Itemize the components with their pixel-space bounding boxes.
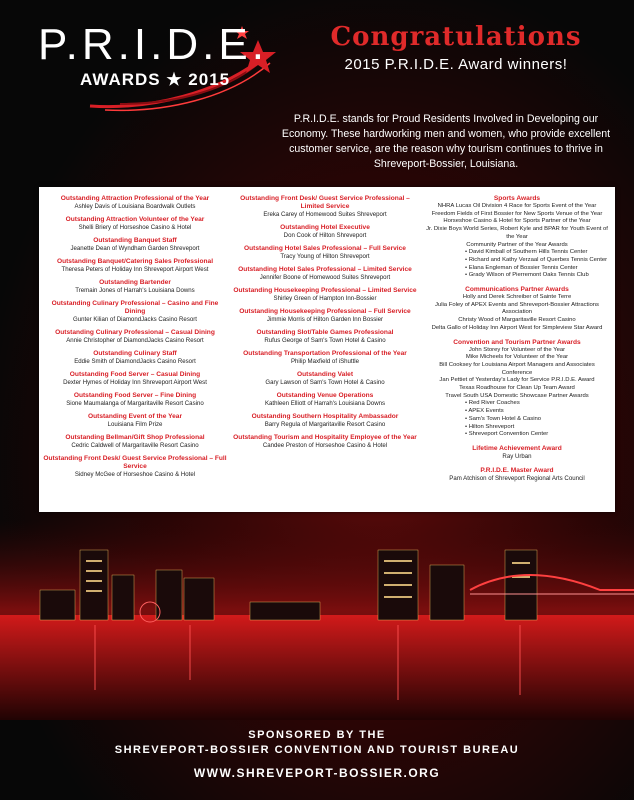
award-title: Outstanding Bartender (99, 279, 171, 286)
award-line: Julia Foley of APEX Events and Shreveport-Bossier Attractions Association (434, 301, 600, 316)
award-winner: Jeanette Dean of Wyndham Garden Shreveport (70, 245, 200, 252)
award-winner: Jimmie Morris of Hilton Garden Inn Bossier (266, 316, 384, 323)
award-entry (233, 371, 417, 387)
award-entry (43, 350, 227, 366)
award-winner: Gunter Kilian of DiamondJacks Casino Resort (73, 316, 197, 323)
award-title: Outstanding Front Desk/ Guest Service Professional – Limited Service (240, 195, 410, 210)
award-title: Outstanding Culinary Staff (93, 350, 177, 357)
award-winner: Jennifer Boone of Homewood Suites Shreveport (259, 274, 391, 281)
winners-subheading: 2015 P.R.I.D.E. Award winners! (344, 56, 568, 73)
award-winner: Barry Regula of Margaritaville Resort Casino (264, 421, 386, 428)
logo-title: P.R.I.D.E. (38, 20, 268, 69)
award-line: Travel South USA Domestic Showcase Partner Awards (445, 392, 589, 399)
award-winner: Shirley Green of Hampton Inn-Bossier (273, 295, 377, 302)
award-title: Outstanding Hotel Sales Professional – Limited Service (238, 266, 412, 273)
award-title: Outstanding Banquet Staff (93, 237, 177, 244)
award-title: Outstanding Event of the Year (87, 413, 183, 420)
lifetime-award-winner: Ray Urban (502, 452, 532, 460)
award-title: Outstanding Southern Hospitality Ambassador (251, 413, 399, 420)
award-winner: Shelli Briery of Horseshoe Casino & Hotel (78, 224, 192, 231)
award-winner: Dexter Hymes of Holiday Inn Shreveport Airport West (63, 379, 207, 386)
awards-column-3 (425, 195, 609, 483)
award-bullet: • Grady Wilson of Pierremont Oaks Tennis Club (465, 272, 589, 279)
logo-subtitle: AWARDS ★ 2015 (80, 70, 231, 89)
award-title: Outstanding Front Desk/ Guest Service Professional – Full Service (43, 455, 227, 470)
award-entry (233, 195, 417, 219)
awards-column-1 (43, 195, 227, 484)
award-winner: Candee Preston of Horseshoe Casino & Hotel (262, 442, 388, 449)
sponsor-line-2: SHREVEPORT-BOSSIER CONVENTION AND TOURIST BUREAU (114, 744, 520, 756)
award-entry (43, 300, 227, 324)
award-entry (43, 392, 227, 408)
award-title: Outstanding Transportation Professional of the Year (243, 350, 407, 357)
award-line: Holly and Derek Schreiber of Sainte Terre (462, 294, 572, 301)
awards-column-2 (233, 195, 417, 455)
sponsor-credit (0, 728, 634, 758)
intro-paragraph: P.R.I.D.E. stands for Proud Residents Involved in Developing our Economy. These hardworking men and women, who provide excellent customer service, are the reason why tourism continues to thrive in Shreveport-Bossier, Louisiana. (281, 113, 611, 170)
award-title: Outstanding Tourism and Hospitality Employee of the Year (233, 434, 417, 441)
sponsor-line-1: SPONSORED BY THE (248, 729, 386, 741)
master-award-winner: Pam Atchison of Shreveport Regional Arts Council (449, 474, 585, 482)
award-line: Texas Roadhouse for Clean Up Team Award (459, 385, 575, 392)
award-winner: Philip Maxfield of iShuttle (290, 358, 360, 365)
congratulations-heading: Congratulations (330, 22, 582, 52)
award-line: Community Partner of the Year Awards (466, 241, 568, 248)
award-winner: Rufus George of Sam's Town Hotel & Casino (264, 337, 386, 344)
award-title: Outstanding Slot/Table Games Professional (256, 329, 394, 336)
award-line: Jr. Dixie Boys World Series, Robert Kyle and BPAR for Youth Event of the Year (426, 226, 608, 240)
award-winner: Cedric Caldwell of Margaritaville Resort Casino (71, 442, 199, 449)
award-bullet: • APEX Events (465, 408, 504, 415)
award-line: Delta Gallo of Holiday Inn Airport West for Simpleview Star Award (431, 324, 603, 331)
award-entry (43, 455, 227, 479)
award-entry (43, 216, 227, 232)
award-winner: Kathleen Elliott of Harrah's Louisiana Downs (264, 400, 386, 407)
award-title: Outstanding Housekeeping Professional – Full Service (239, 308, 411, 315)
award-winner: Sione Maumalanga of Margaritaville Resort Casino (66, 400, 204, 407)
award-title: Outstanding Culinary Professional – Casual Dining (55, 329, 215, 336)
award-winner: Sidney McGee of Horseshoe Casino & Hotel (74, 471, 196, 478)
award-bullet: • David Kimball of Southern Hills Tennis Center (465, 249, 588, 256)
award-entry (233, 329, 417, 345)
award-winner: Tremain Jones of Harrah's Louisiana Downs (75, 287, 195, 294)
award-title: Outstanding Hotel Sales Professional – Full Service (244, 245, 406, 252)
convention-awards-title: Convention and Tourism Partner Awards (453, 338, 581, 346)
award-title: Outstanding Hotel Executive (280, 224, 370, 231)
award-line: John Storey for Volunteer of the Year (468, 346, 566, 353)
master-award-title: P.R.I.D.E. Master Award (480, 466, 554, 474)
award-entry (43, 195, 227, 211)
award-entry (43, 434, 227, 450)
award-entry (43, 371, 227, 387)
award-winner: Ashley Davis of Louisiana Boardwalk Outlets (74, 203, 196, 210)
award-entry (233, 392, 417, 408)
lifetime-award-title: Lifetime Achievement Award (472, 444, 562, 452)
award-winner: Eddie Smith of DiamondJacks Casino Resort (74, 358, 196, 365)
website-url: WWW.SHREVEPORT-BOSSIER.ORG (193, 766, 441, 780)
award-line: Freedom Fields of First Bossier for New Sports Venue of the Year (431, 210, 603, 217)
pride-awards-logo (30, 18, 280, 108)
award-line: Mike Micheels for Volunteer of the Year (465, 354, 569, 361)
communications-awards-title: Communications Partner Awards (465, 286, 569, 294)
award-bullet: • Elana Engleman of Bossier Tennis Center (465, 264, 578, 271)
award-entry (233, 434, 417, 450)
award-entry (233, 308, 417, 324)
awards-panel (39, 187, 615, 512)
award-title: Outstanding Banquet/Catering Sales Professional (56, 258, 214, 265)
award-line: Horseshoe Casino & Hotel for Sports Partner of the Year (443, 218, 591, 225)
award-entry (43, 329, 227, 345)
award-winner: Don Cook of Hilton Shreveport (283, 232, 367, 239)
award-line: Jan Pettiet of Yesterday's Lady for Service P.R.I.D.E. Award (439, 377, 595, 384)
award-winner: Theresa Peters of Holiday Inn Shreveport Airport West (61, 266, 209, 273)
award-winner: Ereka Carey of Homewood Suites Shreveport (263, 211, 387, 218)
city-skyline-image (0, 520, 634, 720)
award-entry (233, 224, 417, 240)
award-entry (43, 258, 227, 274)
award-entry (233, 266, 417, 282)
award-entry (233, 350, 417, 366)
award-winner: Annie Christopher of DiamondJacks Casino Resort (66, 337, 204, 344)
award-bullet: • Shreveport Convention Center (465, 431, 549, 438)
award-title: Outstanding Bellman/Gift Shop Professional (65, 434, 205, 441)
award-title: Outstanding Food Server – Casual Dining (69, 371, 201, 378)
award-title: Outstanding Venue Operations (276, 392, 374, 399)
sports-awards-title: Sports Awards (493, 195, 541, 202)
award-winner: Gary Lawson of Sam's Town Hotel & Casino (265, 379, 385, 386)
award-bullet: • Richard and Kathy Verzaal of Querbes Tennis Center (465, 256, 608, 263)
award-title: Outstanding Food Server – Fine Dining (73, 392, 197, 399)
award-title: Outstanding Valet (296, 371, 354, 378)
award-winner: Louisiana Film Prize (107, 421, 163, 428)
award-bullet: • Hilton Shreveport (465, 423, 515, 430)
award-entry (233, 413, 417, 429)
award-line: NHRA Lucas Oil Division 4 Race for Sports Event of the Year (437, 203, 597, 209)
award-entry (43, 279, 227, 295)
award-winner: Tracy Young of Hilton Shreveport (280, 253, 370, 260)
award-line: Bill Cooksey for Louisiana Airport Managers and Associates Conference (439, 361, 595, 376)
award-title: Outstanding Attraction Volunteer of the Year (65, 216, 205, 223)
award-bullet: • Sam's Town Hotel & Casino (465, 415, 542, 422)
award-title: Outstanding Attraction Professional of the Year (60, 195, 210, 202)
award-title: Outstanding Housekeeping Professional – Limited Service (233, 287, 417, 294)
award-line: Christy Wood of Margaritaville Resort Casino (458, 317, 576, 324)
award-bullet: • Red River Coaches (465, 400, 520, 407)
award-entry (43, 237, 227, 253)
award-entry (233, 245, 417, 261)
award-title: Outstanding Culinary Professional – Casino and Fine Dining (51, 300, 219, 315)
award-entry (233, 287, 417, 303)
award-entry (43, 413, 227, 429)
